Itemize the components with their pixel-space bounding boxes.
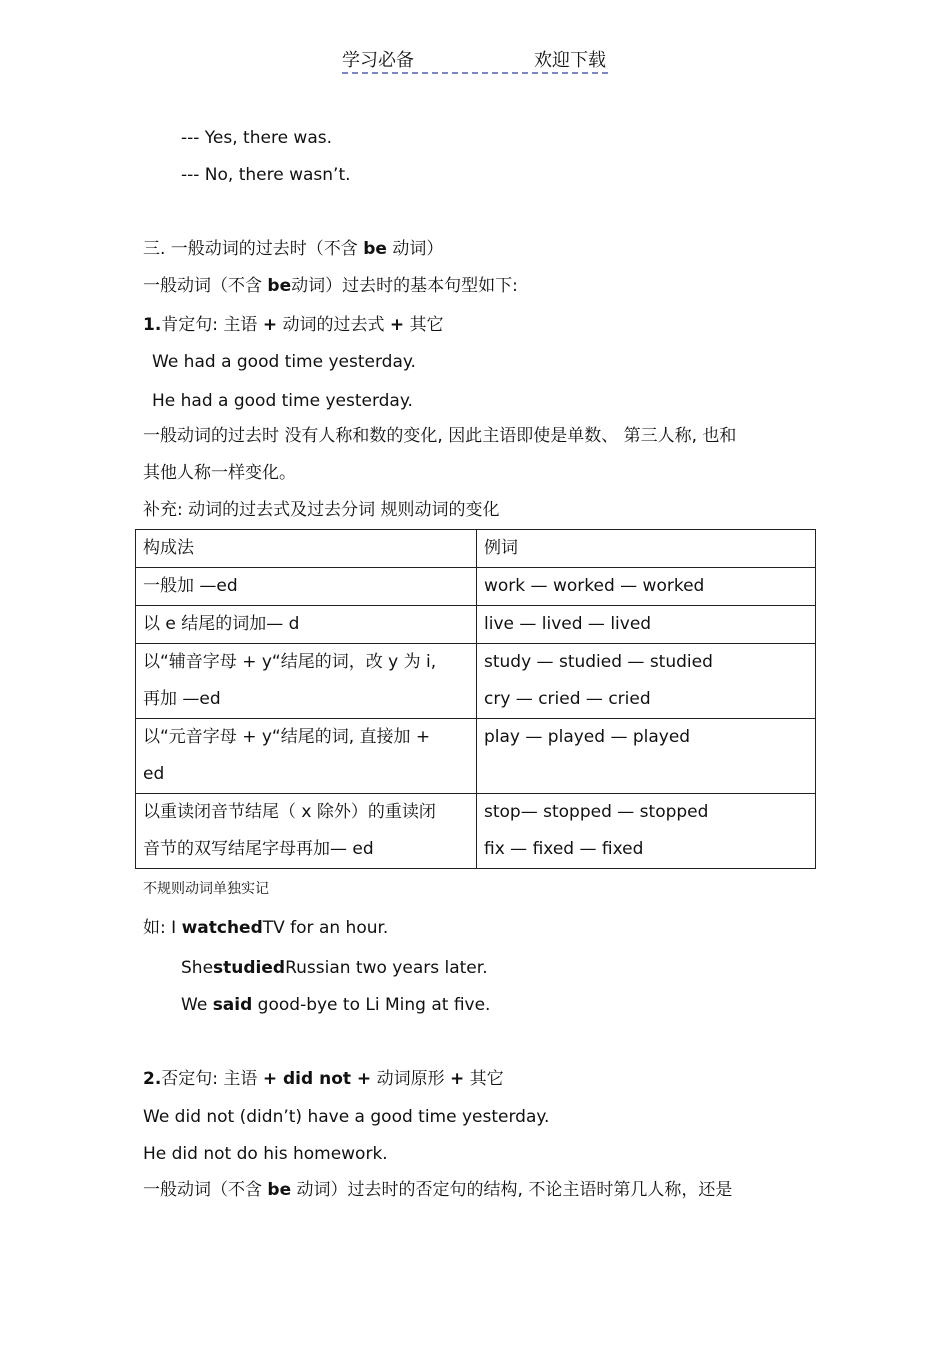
sentence2-verb: studied — [213, 958, 286, 978]
example-line: study — studied — studied — [484, 652, 713, 672]
negative-explain — [143, 1179, 732, 1201]
section3-title — [143, 238, 443, 260]
answer-yes: --- Yes, there was. — [181, 128, 333, 148]
intro-a: 一般动词（不含 — [143, 276, 268, 296]
affirmative-end: 其它 — [404, 315, 444, 335]
example-sentence-3 — [181, 994, 490, 1016]
table-row — [136, 644, 816, 719]
table-cell-examples — [477, 606, 816, 644]
negative-explain-a: 一般动词（不含 — [143, 1180, 268, 1200]
answer-no: --- No, there wasn’t. — [181, 165, 351, 185]
negative-num: 2. — [143, 1069, 162, 1089]
table-header-rule: 构成法 — [136, 530, 477, 568]
negative-mid: 动词原形 — [371, 1069, 450, 1089]
affirmative-plus1: + — [262, 315, 278, 335]
table-cell-rule — [136, 568, 477, 606]
header-right-text: 欢迎下载 — [534, 50, 606, 71]
header-left-text: 学习必备 — [342, 50, 414, 71]
table-cell-rule — [136, 644, 477, 719]
table-cell-examples — [477, 644, 816, 719]
affirmative-label: 肯定句: 主语 — [161, 315, 263, 335]
table-cell-rule — [136, 606, 477, 644]
table-cell-rule — [136, 719, 477, 794]
table-cell-rule — [136, 794, 477, 869]
table-cell-examples — [477, 719, 816, 794]
rule-line: 以 e 结尾的词加— d — [143, 614, 300, 634]
example-line: work — worked — worked — [484, 576, 705, 596]
table-cell-examples — [477, 794, 816, 869]
table-cell-examples — [477, 568, 816, 606]
sentence1-rest: TV for an hour. — [262, 918, 389, 938]
sentence3-verb: said — [212, 995, 253, 1015]
example-line: stop— stopped — stopped — [484, 802, 709, 822]
table-row — [136, 794, 816, 869]
sentence1-prefix: 如: I — [143, 918, 182, 938]
section3-title-c: 动词） — [386, 239, 444, 259]
affirmative-num: 1. — [143, 315, 162, 335]
page-header — [342, 46, 608, 74]
section3-title-be: be — [363, 239, 387, 259]
affirmative-mid: 动词的过去式 — [277, 315, 390, 335]
section3-title-a: 三. 一般动词的过去时（不含 — [143, 239, 364, 259]
affirmative-heading — [143, 314, 444, 336]
table-row — [136, 606, 816, 644]
affirmative-explain-2: 其他人称一样变化。 — [143, 463, 296, 483]
example-line: play — played — played — [484, 727, 691, 747]
table-header-row — [136, 530, 816, 568]
example-line: cry — cried — cried — [484, 689, 651, 709]
example-sentence-1 — [143, 917, 388, 939]
table-row — [136, 719, 816, 794]
rule-line: 以“元音字母 + y“结尾的词, 直接加 + — [143, 727, 431, 747]
negative-example-2: He did not do his homework. — [143, 1144, 388, 1164]
table-header-examples: 例词 — [477, 530, 816, 568]
affirmative-plus2: + — [389, 315, 405, 335]
rule-line: 音节的双写结尾字母再加— ed — [143, 839, 374, 859]
sentence3-prefix: We — [181, 995, 213, 1015]
sentence2-rest: Russian two years later. — [285, 958, 488, 978]
example-sentence-2 — [181, 957, 488, 979]
irregular-note: 不规则动词单独实记 — [143, 881, 269, 897]
negative-explain-c: 动词）过去时的否定句的结构, 不论主语时第几人称，还是 — [291, 1180, 733, 1200]
negative-heading — [143, 1068, 504, 1090]
intro-be: be — [267, 276, 292, 296]
rule-line: 以“辅音字母 + y“结尾的词，改 y 为 i, — [143, 652, 437, 672]
affirmative-explain-1: 一般动词的过去时 没有人称和数的变化, 因此主语即使是单数、 第三人称, 也和 — [143, 426, 737, 446]
sentence3-rest: good-bye to Li Ming at five. — [252, 995, 491, 1015]
table-row — [136, 568, 816, 606]
sentence2-prefix: She — [181, 958, 214, 978]
rule-line: 一般加 —ed — [143, 576, 238, 596]
negative-end: 其它 — [464, 1069, 504, 1089]
verb-rules-table — [135, 529, 816, 869]
affirmative-example-1: We had a good time yesterday. — [152, 352, 416, 372]
negative-did-not: + did not + — [262, 1069, 372, 1089]
supplement-line: 补充: 动词的过去式及过去分词 规则动词的变化 — [143, 500, 500, 520]
negative-explain-be: be — [267, 1180, 292, 1200]
rule-line: ed — [143, 764, 165, 784]
sentence1-verb: watched — [181, 918, 263, 938]
negative-label: 否定句: 主语 — [161, 1069, 263, 1089]
negative-example-1: We did not (didn’t) have a good time yesterday. — [143, 1107, 550, 1127]
section3-intro — [143, 275, 518, 297]
example-line: live — lived — lived — [484, 614, 652, 634]
rule-line: 以重读闭音节结尾（ x 除外）的重读闭 — [143, 802, 436, 822]
rule-line: 再加 —ed — [143, 689, 221, 709]
affirmative-example-2: He had a good time yesterday. — [152, 391, 413, 411]
example-line: fix — fixed — fixed — [484, 839, 644, 859]
negative-plus: + — [449, 1069, 465, 1089]
intro-c: 动词）过去时的基本句型如下: — [291, 276, 518, 296]
